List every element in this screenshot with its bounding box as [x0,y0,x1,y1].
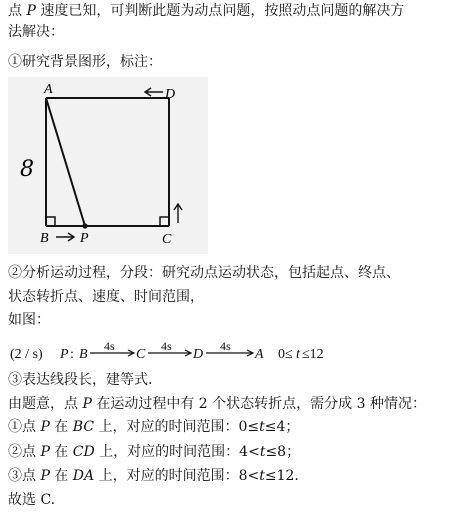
step-time-2: 4s [161,341,172,353]
sequence-node-d: D [193,347,204,362]
step-3-heading: ③表达线段长，建等式. [8,372,153,388]
sequence-node-a: A [255,347,264,362]
label-b: B [40,231,49,246]
speed-label: (2 / s) [10,347,43,362]
side-length-label: 8 [20,157,34,182]
sequence-point-p: P [60,347,69,362]
case-2: ②点 P 在 CD 上，对应的时间范围：4<t≤8； [8,444,301,460]
final-answer: 故选 C. [8,492,56,508]
label-c: C [162,232,172,247]
sequence-colon: : [70,347,74,362]
square-figure [8,77,208,254]
motion-sequence [8,341,368,365]
step-2-detail: 状态转折点、速度、时间范围， [8,289,204,305]
sequence-node-b: B [79,347,88,362]
label-p: P [80,231,89,246]
step-time-3: 4s [220,341,231,353]
analysis-line: 由题意，点 P 在运动过程中有 2 个状态转折点，需分成 3 种情况： [8,396,426,412]
case-3: ③点 P 在 DA 上，对应的时间范围：8<t≤12. [8,468,299,484]
right-angle-b [46,217,55,226]
intro-line-1: 点 P 速度已知，可判断此题为动点问题，按照动点问题的解决方 [8,3,405,19]
step-time-1: 4s [104,341,115,353]
time-range-var: t [296,347,300,362]
label-a: A [44,82,53,97]
sequence-node-c: C [136,347,146,362]
time-range-start: 0≤ [278,347,293,362]
step-2-heading: ②分析运动过程，分段：研究动点运动状态，包括起点、终点、 [8,265,400,281]
label-d: D [165,87,176,102]
point-p [82,223,87,228]
intro-line-2: 法解决： [8,24,64,40]
case-1: ①点 P 在 BC 上，对应的时间范围：0≤t≤4； [8,419,300,435]
right-angle-c [160,217,169,226]
figure-caption: 如图： [8,312,50,328]
segment-ap [46,98,85,226]
step-1-heading: ①研究背景图形，标注： [8,54,162,70]
time-range-end: ≤12 [302,347,324,362]
